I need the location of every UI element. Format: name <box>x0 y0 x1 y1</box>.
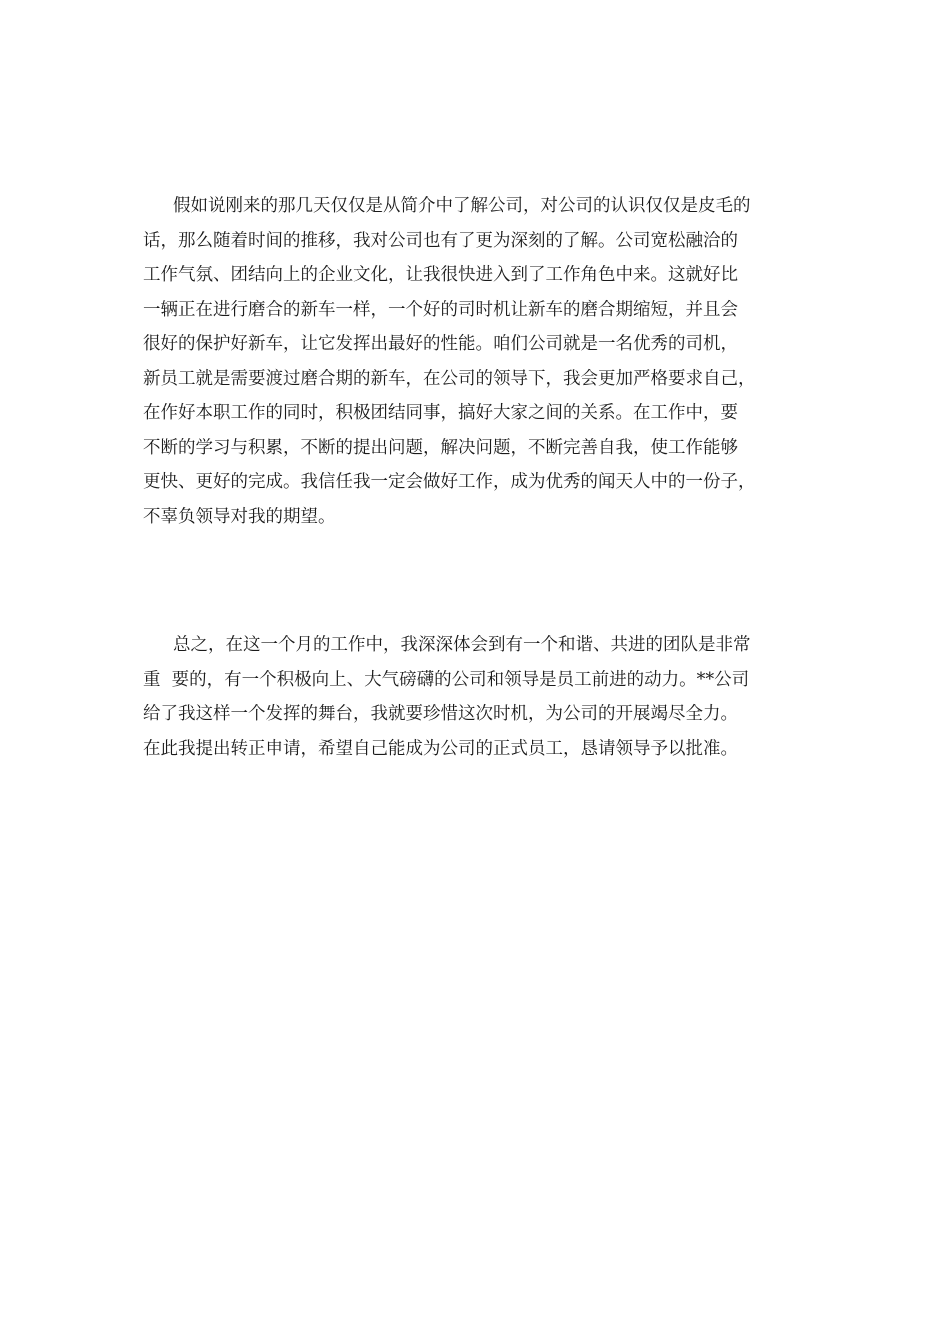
paragraph-line: 话，那么随着时间的推移，我对公司也有了更为深刻的了解。公司宽松融洽的 <box>143 230 738 251</box>
paragraph-line: 重 要的，有一个积极向上、大气磅礴的公司和领导是员工前进的动力。**公司 <box>143 669 750 690</box>
paragraph-line: 在此我提出转正申请，希望自己能成为公司的正式员工，恳请领导予以批准。 <box>143 738 738 759</box>
paragraph-line: 不辜负领导对我的期望。 <box>143 506 336 527</box>
paragraph-line: 新员工就是需要渡过磨合期的新车，在公司的领导下，我会更加严格要求自己， <box>143 368 756 389</box>
paragraph-line: 很好的保护好新车，让它发挥出最好的性能。咱们公司就是一名优秀的司机， <box>143 334 738 354</box>
paragraph-1 <box>143 189 813 534</box>
paragraph-line: 假如说刚来的那几天仅仅是从简介中了解公司，对公司的认识仅仅是皮毛的 <box>173 196 751 216</box>
paragraph-2 <box>143 628 813 766</box>
paragraph-line: 更快、更好的完成。我信任我一定会做好工作，成为优秀的闻天人中的一份子， <box>143 472 756 492</box>
paragraph-line: 一辆正在进行磨合的新车一样，一个好的司时机让新车的磨合期缩短，并且会 <box>143 299 738 320</box>
paragraph-line: 总之，在这一个月的工作中，我深深体会到有一个和谐、共进的团队是非常 <box>173 635 751 655</box>
paragraph-line: 不断的学习与积累，不断的提出问题，解决问题，不断完善自我，使工作能够 <box>143 437 738 458</box>
paragraph-line: 工作气氛、团结向上的企业文化，让我很快进入到了工作角色中来。这就好比 <box>143 265 738 285</box>
paragraph-line: 给了我这样一个发挥的舞台，我就要珍惜这次时机，为公司的开展竭尽全力。 <box>143 704 738 724</box>
paragraph-line: 在作好本职工作的同时，积极团结同事，搞好大家之间的关系。在工作中，要 <box>143 403 738 423</box>
